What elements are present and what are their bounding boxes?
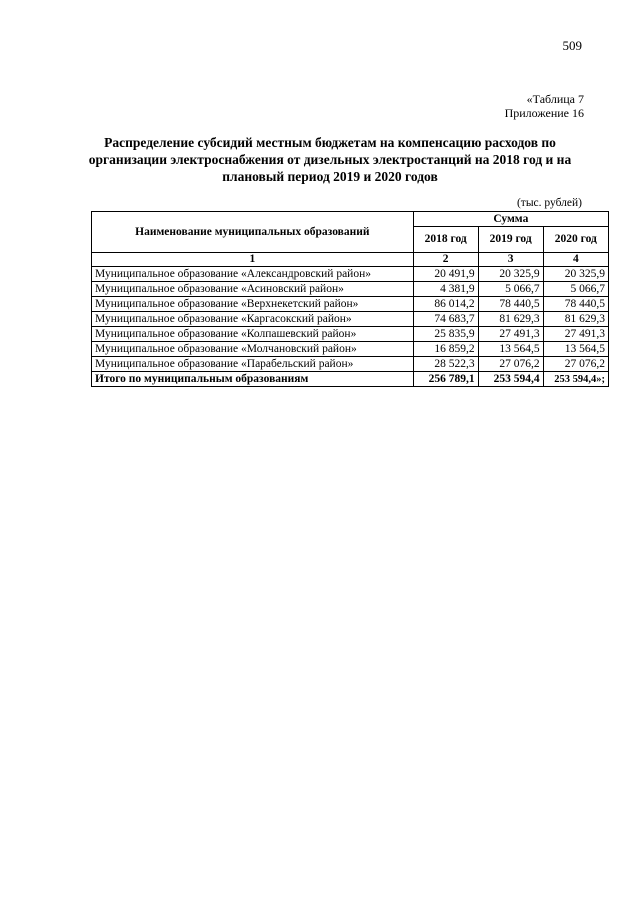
table-row [92,357,609,372]
value-2018: 4 381,9 [413,282,478,297]
municipality-name: Муниципальное образование «Колпашевский район» [92,327,414,342]
appendix-reference: Приложение 16 [504,106,584,120]
document-title: Распределение субсидий местным бюджетам на компенсацию расходов по организации электроснабжения от дизельных электростанций на 2018 год и на плановый период 2019 и 2020 годов [88,135,572,184]
sum-column-header: Сумма [413,212,608,227]
total-row [92,372,609,387]
table-row [92,342,609,357]
subsidy-table [91,211,609,387]
municipality-name: Муниципальное образование «Молчановский район» [92,342,414,357]
table-row [92,327,609,342]
value-2019: 5 066,7 [478,282,543,297]
value-2019: 13 564,5 [478,342,543,357]
municipality-name: Муниципальное образование «Парабельский район» [92,357,414,372]
column-number: 2 [413,253,478,267]
value-2020: 5 066,7 [543,282,608,297]
annex-reference [505,92,584,120]
value-2020: 78 440,5 [543,297,608,312]
municipality-name: Муниципальное образование «Асиновский район» [92,282,414,297]
page-number: 509 [562,38,582,53]
value-2020: 81 629,3 [543,312,608,327]
total-2020: 253 594,4»; [543,372,608,387]
year-header-2020: 2020 год [543,227,608,253]
value-2019: 81 629,3 [478,312,543,327]
value-2018: 16 859,2 [413,342,478,357]
table-row [92,312,609,327]
table-row [92,297,609,312]
total-2018: 256 789,1 [413,372,478,387]
value-2019: 27 076,2 [478,357,543,372]
municipality-name: Муниципальное образование «Александровский район» [92,267,414,282]
value-2018: 20 491,9 [413,267,478,282]
table-reference: «Таблица 7 [526,92,584,106]
value-2020: 27 491,3 [543,327,608,342]
value-2018: 28 522,3 [413,357,478,372]
value-2020: 13 564,5 [543,342,608,357]
total-2019: 253 594,4 [478,372,543,387]
value-2018: 74 683,7 [413,312,478,327]
name-column-header: Наименование муниципальных образований [92,212,414,253]
municipality-name: Муниципальное образование «Каргасокский район» [92,312,414,327]
column-number: 3 [478,253,543,267]
value-2020: 20 325,9 [543,267,608,282]
column-number: 1 [92,253,414,267]
year-header-2018: 2018 год [413,227,478,253]
value-2019: 78 440,5 [478,297,543,312]
value-2019: 20 325,9 [478,267,543,282]
municipality-name: Муниципальное образование «Верхнекетский район» [92,297,414,312]
column-number: 4 [543,253,608,267]
value-2019: 27 491,3 [478,327,543,342]
table-row [92,282,609,297]
value-2020: 27 076,2 [543,357,608,372]
year-header-2019: 2019 год [478,227,543,253]
value-2018: 86 014,2 [413,297,478,312]
value-2018: 25 835,9 [413,327,478,342]
table-row [92,267,609,282]
total-label: Итого по муниципальным образованиям [92,372,414,387]
units-note: (тыс. рублей) [516,197,582,209]
